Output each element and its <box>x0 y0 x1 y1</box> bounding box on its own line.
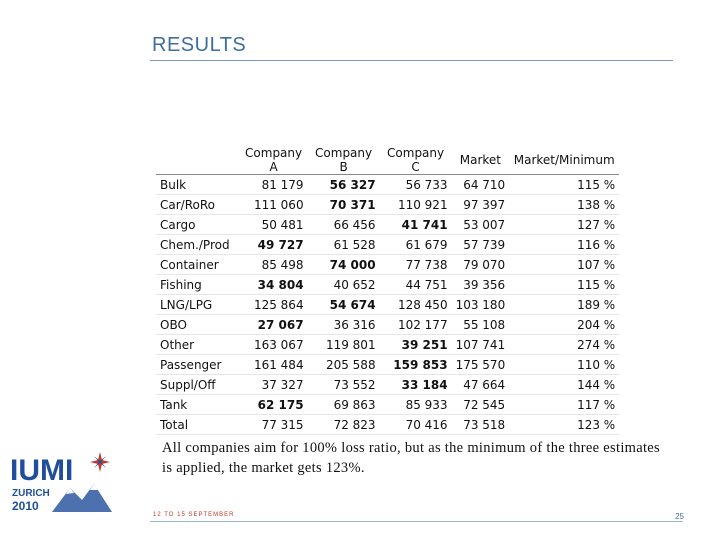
cell-market: 64 710 <box>452 175 510 195</box>
cell-company-b: 36 316 <box>308 315 380 335</box>
header-company-b: Company B <box>308 146 380 175</box>
logo-city: ZURICH <box>12 488 50 499</box>
header-company-c: Company C <box>380 146 452 175</box>
explanation-note: All companies aim for 100% loss ratio, but as the minimum of the three estimates is applied, the market gets 123%. <box>162 440 660 476</box>
cell-market-minimum: 274 % <box>509 335 619 355</box>
header-market: Market <box>452 146 510 175</box>
cell-market: 47 664 <box>452 375 510 395</box>
cell-company-a: 111 060 <box>240 195 308 215</box>
cell-market-minimum: 107 % <box>509 255 619 275</box>
cell-market-minimum: 115 % <box>509 175 619 195</box>
cell-market-minimum: 144 % <box>509 375 619 395</box>
cell-company-a: 27 067 <box>240 315 308 335</box>
logo-wordmark: IUMI <box>10 454 74 487</box>
header-category <box>156 146 240 175</box>
mountains-icon <box>52 484 112 512</box>
results-table <box>156 146 619 435</box>
cell-company-a: 163 067 <box>240 335 308 355</box>
logo-year: 2010 <box>12 499 39 513</box>
cell-market-minimum: 116 % <box>509 235 619 255</box>
cell-market-minimum: 138 % <box>509 195 619 215</box>
table-row <box>156 315 619 335</box>
cell-market-minimum: 115 % <box>509 275 619 295</box>
cell-market: 53 007 <box>452 215 510 235</box>
header-company-a: Company A <box>240 146 308 175</box>
table-row <box>156 415 619 435</box>
cell-market-minimum: 110 % <box>509 355 619 375</box>
slide-title: RESULTS <box>152 34 247 56</box>
cell-company-a: 50 481 <box>240 215 308 235</box>
cell-company-a: 161 484 <box>240 355 308 375</box>
table-row <box>156 335 619 355</box>
header-market-minimum: Market/Minimum <box>509 146 619 175</box>
cell-company-a: 62 175 <box>240 395 308 415</box>
cell-company-a: 49 727 <box>240 235 308 255</box>
cell-market: 97 397 <box>452 195 510 215</box>
cell-company-a: 125 864 <box>240 295 308 315</box>
table-row <box>156 175 619 195</box>
cell-company-c: 41 741 <box>380 215 452 235</box>
cell-company-b: 74 000 <box>308 255 380 275</box>
cell-company-a: 37 327 <box>240 375 308 395</box>
cell-company-c: 85 933 <box>380 395 452 415</box>
title-divider <box>150 60 673 61</box>
cell-company-b: 40 652 <box>308 275 380 295</box>
iumi-logo <box>8 450 118 520</box>
cell-company-c: 33 184 <box>380 375 452 395</box>
footer-dates: 12 TO 15 SEPTEMBER <box>153 512 235 518</box>
cell-category: Chem./Prod <box>156 235 240 255</box>
cell-company-a: 34 804 <box>240 275 308 295</box>
cell-company-c: 77 738 <box>380 255 452 275</box>
table-row <box>156 355 619 375</box>
cell-company-b: 70 371 <box>308 195 380 215</box>
table-row <box>156 275 619 295</box>
cell-company-b: 73 552 <box>308 375 380 395</box>
cell-company-c: 128 450 <box>380 295 452 315</box>
cell-market-minimum: 117 % <box>509 395 619 415</box>
table-row <box>156 195 619 215</box>
cell-market-minimum: 204 % <box>509 315 619 335</box>
cell-company-b: 72 823 <box>308 415 380 435</box>
cell-category: Container <box>156 255 240 275</box>
cell-category: LNG/LPG <box>156 295 240 315</box>
cell-company-a: 85 498 <box>240 255 308 275</box>
table-header-row <box>156 146 619 175</box>
cell-company-c: 102 177 <box>380 315 452 335</box>
cell-company-b: 54 674 <box>308 295 380 315</box>
cell-market-minimum: 123 % <box>509 415 619 435</box>
cell-company-a: 81 179 <box>240 175 308 195</box>
cell-market: 39 356 <box>452 275 510 295</box>
cell-company-b: 61 528 <box>308 235 380 255</box>
cell-company-c: 70 416 <box>380 415 452 435</box>
cell-market-minimum: 127 % <box>509 215 619 235</box>
cell-category: Cargo <box>156 215 240 235</box>
cell-category: OBO <box>156 315 240 335</box>
cell-market: 73 518 <box>452 415 510 435</box>
cell-category: Tank <box>156 395 240 415</box>
table-body <box>156 175 619 435</box>
cell-company-c: 39 251 <box>380 335 452 355</box>
cell-category: Bulk <box>156 175 240 195</box>
cell-market: 57 739 <box>452 235 510 255</box>
cell-category: Total <box>156 415 240 435</box>
cell-market: 79 070 <box>452 255 510 275</box>
cell-category: Other <box>156 335 240 355</box>
cell-market: 72 545 <box>452 395 510 415</box>
cell-company-c: 56 733 <box>380 175 452 195</box>
cell-market: 55 108 <box>452 315 510 335</box>
cell-company-c: 110 921 <box>380 195 452 215</box>
cell-company-c: 61 679 <box>380 235 452 255</box>
cell-company-b: 205 588 <box>308 355 380 375</box>
cell-market: 175 570 <box>452 355 510 375</box>
cell-market: 103 180 <box>452 295 510 315</box>
page-number: 25 <box>675 512 684 521</box>
table-row <box>156 395 619 415</box>
cell-category: Passenger <box>156 355 240 375</box>
table-row <box>156 295 619 315</box>
compass-star-icon <box>90 452 110 472</box>
cell-company-b: 66 456 <box>308 215 380 235</box>
table-row <box>156 215 619 235</box>
table-row <box>156 375 619 395</box>
cell-company-a: 77 315 <box>240 415 308 435</box>
cell-company-b: 56 327 <box>308 175 380 195</box>
cell-company-b: 119 801 <box>308 335 380 355</box>
cell-market: 107 741 <box>452 335 510 355</box>
cell-category: Suppl/Off <box>156 375 240 395</box>
cell-market-minimum: 189 % <box>509 295 619 315</box>
table-row <box>156 235 619 255</box>
table-row <box>156 255 619 275</box>
cell-category: Fishing <box>156 275 240 295</box>
cell-category: Car/RoRo <box>156 195 240 215</box>
cell-company-c: 44 751 <box>380 275 452 295</box>
cell-company-c: 159 853 <box>380 355 452 375</box>
cell-company-b: 69 863 <box>308 395 380 415</box>
footer-divider <box>150 521 683 522</box>
